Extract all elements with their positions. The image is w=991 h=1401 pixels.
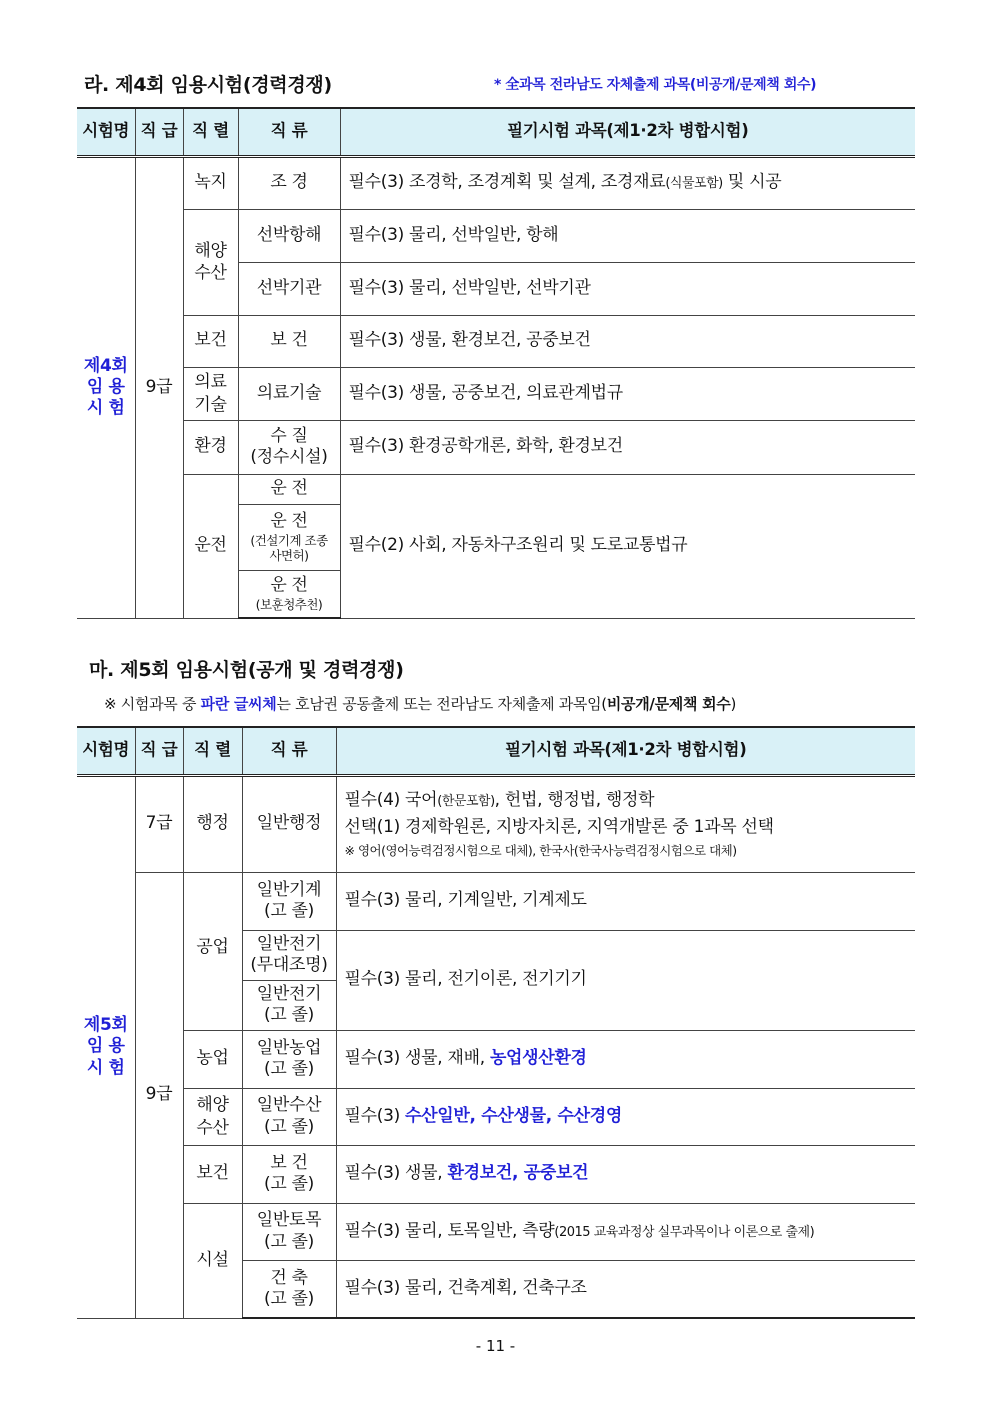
type-cell: 일반농업 (고 졸)	[242, 1030, 336, 1088]
subjects-cell: 필수(3) 물리, 건축계획, 건축구조	[336, 1260, 915, 1318]
subjects-cell: 필수(3) 물리, 전기이론, 전기기기	[336, 930, 915, 1030]
series-cell: 시설	[183, 1203, 242, 1318]
type-cell: 일반토목 (고 졸)	[242, 1203, 336, 1260]
series-cell: 녹지	[183, 156, 238, 209]
table-row	[77, 209, 915, 262]
table-row	[77, 156, 915, 209]
header-grade: 직 급	[135, 108, 183, 156]
table-row	[77, 420, 915, 474]
subjects-cell: 필수(2) 사회, 자동차구조원리 및 도로교통법규	[340, 474, 915, 618]
type-cell: 일반전기 (고 졸)	[242, 980, 336, 1030]
series-cell: 의료 기술	[183, 367, 238, 420]
series-cell: 해양 수산	[183, 209, 238, 315]
table-row	[77, 872, 915, 930]
type-cell: 운 전	[238, 474, 340, 504]
type-cell: 조 경	[238, 156, 340, 209]
section4-title: 라. 제4회 임용시험(경력경쟁)	[84, 74, 332, 96]
type-cell: 일반수산 (고 졸)	[242, 1088, 336, 1145]
section4-table	[77, 107, 915, 619]
subjects-cell: 필수(3) 물리, 선박일반, 항해	[340, 209, 915, 262]
series-cell: 농업	[183, 1030, 242, 1088]
grade-cell: 7급	[135, 775, 183, 872]
section5-title: 마. 제5회 임용시험(공개 및 경력경쟁)	[89, 659, 404, 681]
header-subjects: 필기시험 과목(제1·2차 병합시험)	[340, 108, 915, 156]
header-exam: 시험명	[77, 727, 135, 775]
subjects-cell: 필수(3) 물리, 토목일반, 측량(2015 교육과정상 실무과목이나 이론으로 출제)	[336, 1203, 915, 1260]
section5-note: ※ 시험과목 중 파란 글씨체는 호남권 공동출제 또는 전라남도 자체출제 과목임(비공개/문제책 회수)	[104, 695, 737, 713]
subjects-cell: 필수(3) 조경학, 조경계획 및 설계, 조경재료(식물포함) 및 시공	[340, 156, 915, 209]
grade-cell: 9급	[135, 156, 183, 618]
type-cell: 운 전 (보훈청추천)	[238, 570, 340, 618]
subjects-cell: 필수(3) 생물, 환경보건, 공중보건	[336, 1145, 915, 1203]
type-cell: 선박기관	[238, 262, 340, 315]
type-cell: 선박항해	[238, 209, 340, 262]
table-row	[77, 775, 915, 872]
table-row	[77, 474, 915, 504]
header-series: 직 렬	[183, 727, 242, 775]
page-number: - 11 -	[475, 1337, 516, 1355]
subjects-cell: 필수(4) 국어(한문포함), 헌법, 행정법, 행정학 선택(1) 경제학원론, 지방자치론, 지역개발론 중 1과목 선택 ※ 영어(영어능력검정시험으로 대체), 한국사(한국사능력검정시험으로 대체)	[336, 775, 915, 872]
table-header-row	[77, 108, 915, 156]
subjects-cell: 필수(3) 물리, 선박일반, 선박기관	[340, 262, 915, 315]
table-row	[77, 367, 915, 420]
type-cell: 일반전기 (무대조명)	[242, 930, 336, 980]
type-cell: 보 건	[238, 315, 340, 367]
section5-table	[77, 726, 915, 1319]
type-cell: 운 전 (건설기계 조종사면허)	[238, 504, 340, 570]
series-cell: 행정	[183, 775, 242, 872]
type-cell: 의료기술	[238, 367, 340, 420]
subjects-cell: 필수(3) 생물, 환경보건, 공중보건	[340, 315, 915, 367]
table-row	[77, 1203, 915, 1260]
series-cell: 공업	[183, 872, 242, 1030]
section4-note: * 全과목 전라남도 자체출제 과목(비공개/문제책 회수)	[494, 77, 817, 93]
series-cell: 환경	[183, 420, 238, 474]
table-row	[77, 1145, 915, 1203]
header-subjects: 필기시험 과목(제1·2차 병합시험)	[336, 727, 915, 775]
series-cell: 해양 수산	[183, 1088, 242, 1145]
series-cell: 보건	[183, 315, 238, 367]
type-cell: 건 축 (고 졸)	[242, 1260, 336, 1318]
type-cell: 보 건 (고 졸)	[242, 1145, 336, 1203]
exam-name-cell: 제5회 임 용 시 험	[77, 775, 135, 1318]
type-cell: 일반기계 (고 졸)	[242, 872, 336, 930]
series-cell: 운전	[183, 474, 238, 618]
table-row	[77, 315, 915, 367]
header-type: 직 류	[242, 727, 336, 775]
type-cell: 일반행정	[242, 775, 336, 872]
series-cell: 보건	[183, 1145, 242, 1203]
subjects-cell: 필수(3) 수산일반, 수산생물, 수산경영	[336, 1088, 915, 1145]
header-type: 직 류	[238, 108, 340, 156]
subjects-cell: 필수(3) 물리, 기계일반, 기계제도	[336, 872, 915, 930]
table-header-row	[77, 727, 915, 775]
exam-name-cell: 제4회 임 용 시 험	[77, 156, 135, 618]
header-grade: 직 급	[135, 727, 183, 775]
table-row	[77, 1088, 915, 1145]
subjects-cell: 필수(3) 환경공학개론, 화학, 환경보건	[340, 420, 915, 474]
header-series: 직 렬	[183, 108, 238, 156]
subjects-cell: 필수(3) 생물, 공중보건, 의료관계법규	[340, 367, 915, 420]
table-row	[77, 1030, 915, 1088]
subjects-cell: 필수(3) 생물, 재배, 농업생산환경	[336, 1030, 915, 1088]
grade-cell: 9급	[135, 872, 183, 1318]
type-cell: 수 질 (정수시설)	[238, 420, 340, 474]
header-exam: 시험명	[77, 108, 135, 156]
